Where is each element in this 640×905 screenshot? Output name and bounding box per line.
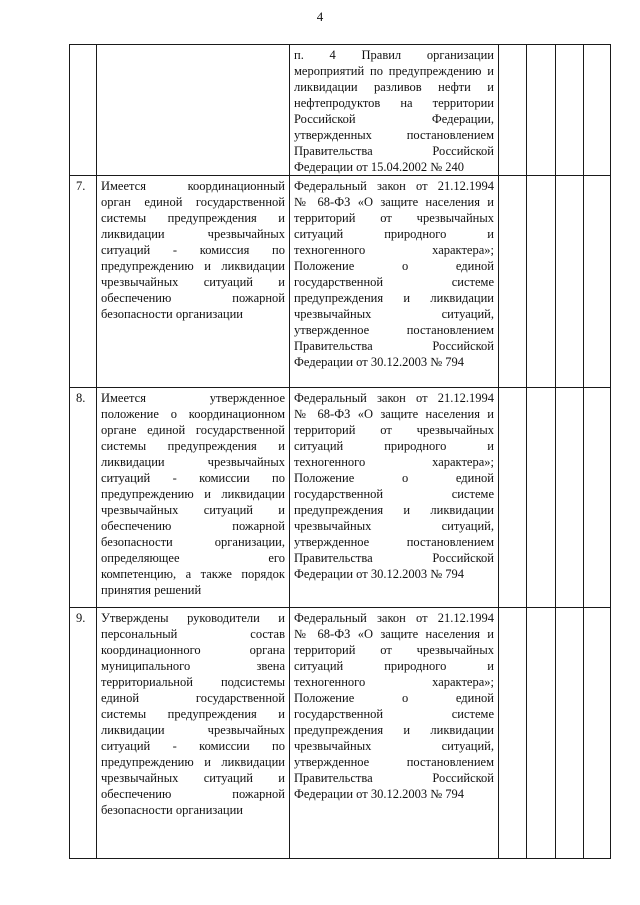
requirement-cell-line: обеспечению пожарной [101,291,285,305]
legal-basis-cell-line: чрезвычайных ситуаций, [294,307,494,321]
legal-basis-cell-line: государственной системе [294,487,494,501]
requirement-cell-line: ликвидации чрезвычайных [101,227,285,241]
row-number: 7. [70,176,97,388]
legal-basis-cell-line: предупреждения и ликвидации [294,723,494,737]
requirement-cell [97,608,290,859]
legal-basis-cell-line: территорий от чрезвычайных [294,643,494,657]
legal-basis-cell-line: утвержденных постановлением [294,128,494,142]
legal-basis-cell-line: чрезвычайных ситуаций, [294,739,494,753]
answer-cell [527,388,556,608]
legal-basis-cell-line: ликвидации разливов нефти и [294,80,494,94]
legal-basis-cell-line: Федеральный закон от 21.12.1994 [294,179,494,193]
legal-basis-cell-line: № 68-ФЗ «О защите населения и [294,407,494,421]
legal-basis-cell-line: Положение о единой [294,471,494,485]
checklist-table [69,44,611,859]
legal-basis-cell-line: чрезвычайных ситуаций, [294,519,494,533]
answer-cell [556,388,584,608]
row-number: 9. [70,608,97,859]
table-row [70,388,611,608]
table-row [70,45,611,176]
row-number: 8. [70,388,97,608]
legal-basis-cell-line: ситуаций природного и [294,439,494,453]
requirement-cell-line: предупреждению и ликвидации [101,755,285,769]
requirement-cell-line: безопасности организации [101,307,243,321]
answer-cell [584,608,611,859]
legal-basis-cell-line: мероприятий по предупреждению и [294,64,494,78]
legal-basis-cell-line: предупреждения и ликвидации [294,291,494,305]
legal-basis-cell [290,608,499,859]
requirement-cell-line: чрезвычайных ситуаций и [101,771,285,785]
legal-basis-cell-line: Федерации от 30.12.2003 № 794 [294,787,465,801]
legal-basis-cell-line: утвержденное постановлением [294,535,494,549]
legal-basis-cell-line: Федерации от 30.12.2003 № 794 [294,355,465,369]
legal-basis-cell-line: территорий от чрезвычайных [294,423,494,437]
requirement-cell-line: обеспечению пожарной [101,787,285,801]
requirement-cell-line: определяющее его [101,551,285,565]
legal-basis-cell-line: территорий от чрезвычайных [294,211,494,225]
answer-cell [499,176,527,388]
legal-basis-cell-line: Правительства Российской [294,144,494,158]
answer-cell [527,608,556,859]
requirement-cell-line: положение о координационном [101,407,285,421]
legal-basis-cell-line: техногенного характера»; [294,243,494,257]
requirement-cell-line: ситуаций - комиссии по [101,739,285,753]
requirement-cell-line: ликвидации чрезвычайных [101,723,285,737]
legal-basis-cell-line: Российской Федерации, [294,112,494,126]
requirement-cell-line: предупреждению и ликвидации [101,259,285,273]
row-number [70,45,97,176]
requirement-cell-line: чрезвычайных ситуаций и [101,503,285,517]
legal-basis-cell-line: Правительства Российской [294,339,494,353]
legal-basis-cell-line: п. 4 Правил организации [294,48,494,62]
legal-basis-cell-line: ситуаций природного и [294,659,494,673]
requirement-cell [97,388,290,608]
legal-basis-cell-line: Федеральный закон от 21.12.1994 [294,611,494,625]
requirement-cell-line: системы предупреждения и [101,211,285,225]
requirement-cell-line: чрезвычайных ситуаций и [101,275,285,289]
answer-cell [556,45,584,176]
legal-basis-cell-line: нефтепродуктов на территории [294,96,494,110]
legal-basis-cell-line: Правительства Российской [294,551,494,565]
legal-basis-cell-line: государственной системе [294,275,494,289]
requirement-cell-line: обеспечению пожарной [101,519,285,533]
answer-cell [556,176,584,388]
requirement-cell-line: органе единой государственной [101,423,285,437]
legal-basis-cell-line: государственной системе [294,707,494,721]
requirement-cell-line: ситуаций - комиссии по [101,471,285,485]
legal-basis-cell [290,388,499,608]
answer-cell [527,45,556,176]
requirement-cell-line: Имеется утвержденное [101,391,285,405]
legal-basis-cell-line: № 68-ФЗ «О защите населения и [294,195,494,209]
page-number: 4 [316,9,324,24]
requirement-cell [97,45,290,176]
legal-basis-cell-line: Положение о единой [294,691,494,705]
requirement-cell-line: единой государственной [101,691,285,705]
legal-basis-cell-line: утвержденное постановлением [294,323,494,337]
answer-cell [584,176,611,388]
requirement-cell-line: Утверждены руководители и [101,611,285,625]
requirement-cell-line: безопасности организации, [101,535,285,549]
table-row [70,608,611,859]
legal-basis-cell-line: предупреждения и ликвидации [294,503,494,517]
answer-cell [499,608,527,859]
requirement-cell-line: компетенцию, а также порядок [101,567,285,581]
requirement-cell-line: безопасности организации [101,803,243,817]
requirement-cell-line: ситуаций - комиссия по [101,243,285,257]
legal-basis-cell [290,45,499,176]
requirement-cell-line: ликвидации чрезвычайных [101,455,285,469]
requirement-cell-line: персональный состав [101,627,285,641]
legal-basis-cell-line: Положение о единой [294,259,494,273]
answer-cell [556,608,584,859]
requirement-cell-line: территориальной подсистемы [101,675,285,689]
legal-basis-cell-line: ситуаций природного и [294,227,494,241]
answer-cell [499,388,527,608]
legal-basis-cell-line: Федерации от 30.12.2003 № 794 [294,567,465,581]
requirement-cell-line: принятия решений [101,583,202,597]
legal-basis-cell-line: техногенного характера»; [294,455,494,469]
requirement-cell-line: предупреждению и ликвидации [101,487,285,501]
answer-cell [584,388,611,608]
legal-basis-cell-line: Правительства Российской [294,771,494,785]
answer-cell [499,45,527,176]
requirement-cell-line: орган единой государственной [101,195,285,209]
table-row [70,176,611,388]
answer-cell [584,45,611,176]
legal-basis-cell-line: № 68-ФЗ «О защите населения и [294,627,494,641]
legal-basis-cell-line: техногенного характера»; [294,675,494,689]
legal-basis-cell-line: утвержденное постановлением [294,755,494,769]
requirement-cell-line: системы предупреждения и [101,707,285,721]
requirement-cell [97,176,290,388]
legal-basis-cell [290,176,499,388]
requirement-cell-line: Имеется координационный [101,179,285,193]
requirement-cell-line: муниципального звена [101,659,285,673]
requirement-cell-line: системы предупреждения и [101,439,285,453]
requirement-cell-line: координационного органа [101,643,285,657]
answer-cell [527,176,556,388]
legal-basis-cell-line: Федеральный закон от 21.12.1994 [294,391,494,405]
legal-basis-cell-line: Федерации от 15.04.2002 № 240 [294,160,465,174]
